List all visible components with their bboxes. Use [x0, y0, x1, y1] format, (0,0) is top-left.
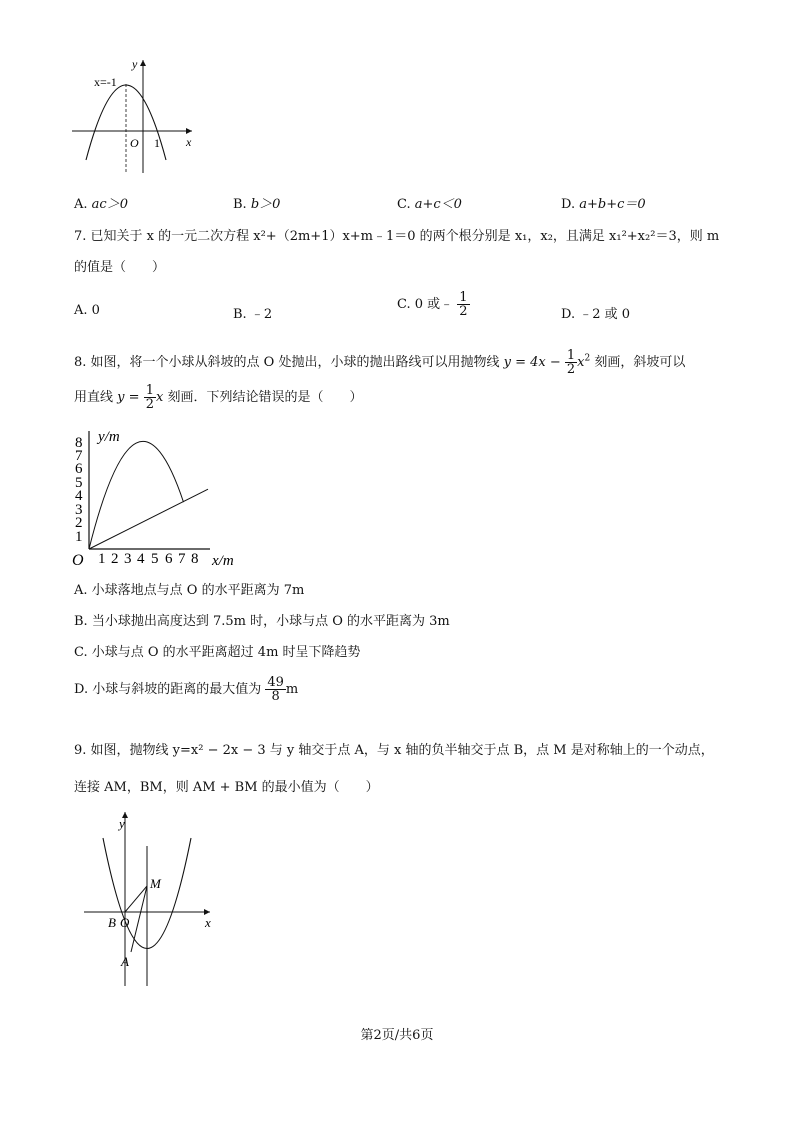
- q6-x-arrow: [186, 128, 192, 134]
- q9-o-label: O: [120, 915, 130, 930]
- q6-option-d: D. a+b+c＝0: [561, 197, 646, 212]
- q6-x-label: x: [186, 135, 192, 149]
- q8-y-tick: 2: [75, 515, 83, 531]
- q9-a-label: A: [121, 954, 129, 969]
- page-footer: 第2页/共6页: [360, 1028, 434, 1043]
- q6-option-c: C. a+c＜0: [397, 197, 462, 212]
- q8-x-tick: 6: [165, 551, 173, 567]
- q8-x-tick: 1: [98, 551, 106, 567]
- q9-stem-line1: 9. 如图，抛物线 y=x² − 2x − 3 与 y 轴交于点 A，与 x 轴的负半轴交于点 B，点 M 是对称轴上的一个动点，: [74, 743, 714, 758]
- q8-x-tick: 4: [137, 551, 145, 567]
- q8-y-tick: 4: [75, 488, 83, 504]
- q8-option-b: B. 当小球抛出高度达到 7.5m 时，小球与点 O 的水平距离为 3m: [74, 614, 450, 629]
- q6-option-a: A. ac＞0: [74, 197, 128, 212]
- q6-parabola-graph: [68, 56, 203, 184]
- q8-stem-line1: 8. 如图，将一个小球从斜坡的点 O 处抛出，小球的抛出路线可以用抛物线 y = 4x − $\frac{1}{2}$ $x^2$ 刻画，斜坡可以: [74, 348, 686, 377]
- q6-tick-label: 1: [154, 136, 160, 150]
- q9-y-label: y: [119, 816, 125, 831]
- q8-x-tick: 2: [111, 551, 119, 567]
- q8-parabola-curve: [89, 441, 184, 549]
- q8-y-label: y/m: [98, 429, 120, 445]
- q7-option-b: B. ﹣2: [233, 307, 273, 322]
- q7-option-a: A. 0: [74, 303, 100, 318]
- q6-y-label: y: [132, 57, 138, 71]
- q8-x-tick: 7: [178, 551, 186, 567]
- q7-option-d: D. ﹣2 或 0: [561, 307, 631, 322]
- q8-option-d-fraction: $\frac{49}{8}$: [267, 675, 284, 704]
- q9-b-label: B: [108, 915, 116, 930]
- q7-option-c-fraction: $\frac{1}{2}$: [459, 290, 468, 319]
- q9-x-label: x: [205, 915, 211, 930]
- q9-m-label: M: [150, 876, 161, 891]
- q8-slope-line: [89, 489, 208, 549]
- q8-y-tick: 6: [75, 461, 83, 477]
- q8-origin-label: O: [72, 552, 84, 569]
- q6-origin-label: O: [130, 136, 139, 150]
- q8-y-tick: 3: [75, 502, 83, 518]
- q8-x-tick: 8: [191, 551, 199, 567]
- q8-stem-line2: 用直线 y = $\frac{1}{2}$ x 刻画．下列结论错误的是（ ）: [74, 383, 363, 412]
- q6-y-arrow: [140, 60, 146, 66]
- q6-axis-label: x=-1: [94, 75, 117, 89]
- q8-option-d: D. 小球与斜坡的距离的最大值为 $\frac{49}{8}$ m: [74, 675, 299, 704]
- q8-x-tick: 5: [151, 551, 159, 567]
- q8-x-tick: 3: [124, 551, 132, 567]
- q7-option-c: C. 0 或﹣ $\frac{1}{2}$: [397, 290, 468, 319]
- q8-projectile-graph: [70, 425, 245, 570]
- q8-y-tick: 7: [75, 448, 83, 464]
- q9-parabola-graph: [78, 808, 228, 990]
- q7-stem-line2: 的值是（ ）: [74, 260, 166, 275]
- q8-y-tick: 8: [75, 435, 83, 451]
- q8-option-a: A. 小球落地点与点 O 的水平距离为 7m: [74, 583, 305, 598]
- q8-x-label: x/m: [212, 553, 234, 569]
- q7-stem-line1: 7. 已知关于 x 的一元二次方程 x²+（2m+1）x+m﹣1＝0 的两个根分别是 x₁，x₂，且满足 x₁²+x₂²＝3，则 m: [74, 229, 720, 244]
- q8-option-c: C. 小球与点 O 的水平距离超过 4m 时呈下降趋势: [74, 645, 361, 660]
- q6-option-b: B. b＞0: [233, 197, 281, 212]
- q9-stem-line2: 连接 AM，BM，则 AM + BM 的最小值为（ ）: [74, 780, 379, 795]
- q8-y-tick: 1: [75, 529, 83, 545]
- q8-y-tick: 5: [75, 475, 83, 491]
